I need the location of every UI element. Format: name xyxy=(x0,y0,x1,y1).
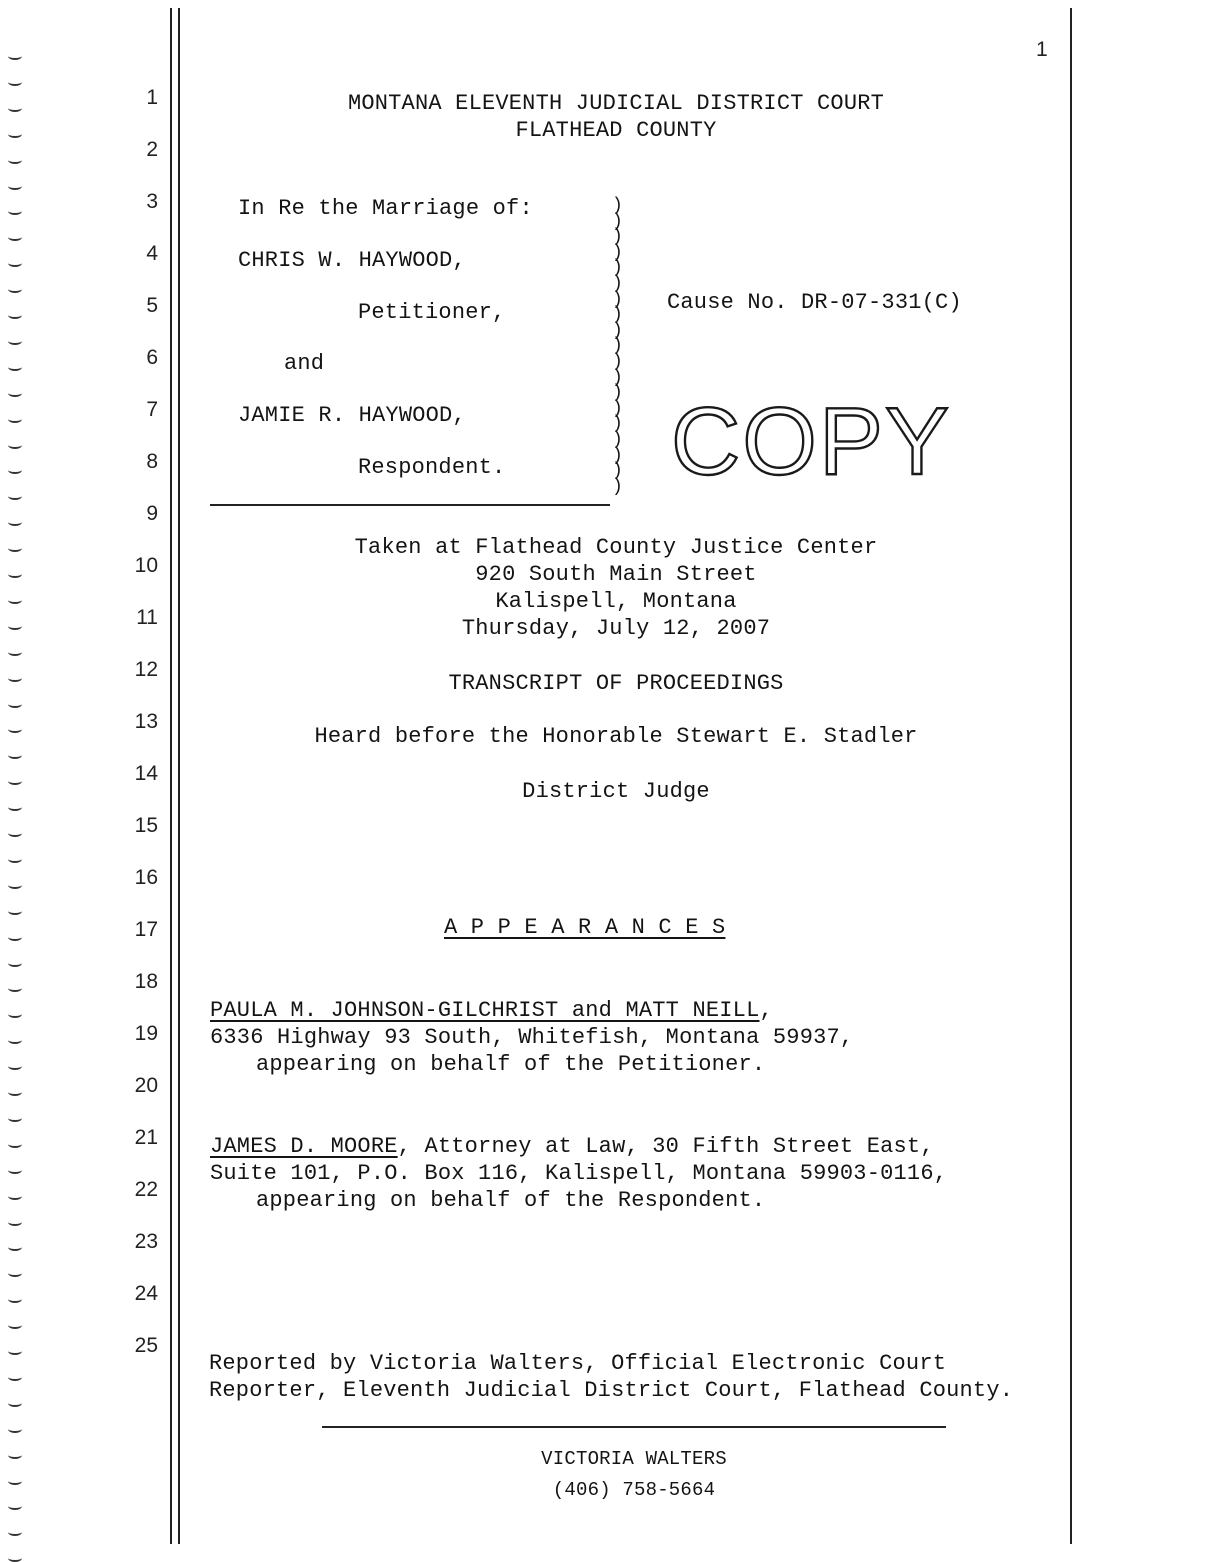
perforation-tick xyxy=(8,984,22,992)
perforation-tick xyxy=(8,207,22,215)
caption-respondent-role: Respondent. xyxy=(358,455,506,480)
perforation-tick xyxy=(8,1062,22,1070)
caption-paren: ) xyxy=(612,414,623,435)
perforation-tick xyxy=(8,907,22,915)
perforation-tick xyxy=(8,622,22,630)
county-name: FLATHEAD COUNTY xyxy=(515,118,717,143)
line-number: 18 xyxy=(134,970,158,993)
caption-paren: ) xyxy=(612,352,623,372)
perforation-tick xyxy=(8,1554,22,1562)
perforation-tick xyxy=(8,52,22,60)
perforation-tick xyxy=(8,1399,22,1407)
left-margin-rule-inner xyxy=(178,8,180,1544)
petitioner-counsel-address: 6336 Highway 93 South, Whitefish, Montana 59937, xyxy=(210,1025,854,1050)
line-number: 16 xyxy=(134,866,158,889)
caption-paren: ) xyxy=(612,242,623,263)
caption-petitioner-name: CHRIS W. HAYWOOD, xyxy=(238,248,466,273)
perforation-tick xyxy=(8,1502,22,1510)
caption-paren: ) xyxy=(612,336,623,357)
caption-paren: ) xyxy=(612,196,623,216)
copy-stamp-text: COPY xyxy=(670,388,952,495)
caption-paren: ) xyxy=(612,320,623,341)
copy-stamp xyxy=(670,388,952,495)
perforation-tick xyxy=(8,130,22,138)
perforation-tick xyxy=(8,156,22,164)
perforation-tick xyxy=(8,1010,22,1018)
perforation-tick xyxy=(8,803,22,811)
caption-paren: ) xyxy=(612,383,623,404)
perforation-tick xyxy=(8,1114,22,1122)
line-number: 19 xyxy=(134,1022,158,1045)
judge-title: District Judge xyxy=(522,779,710,804)
footer-rule xyxy=(322,1426,946,1428)
location-city: Kalispell, Montana xyxy=(495,589,737,614)
perforation-tick xyxy=(8,104,22,112)
petitioner-counsel-names: PAULA M. JOHNSON-GILCHRIST and MATT NEILL xyxy=(210,998,760,1023)
perforation-tick xyxy=(8,1166,22,1174)
caption-paren: ) xyxy=(612,430,623,450)
caption-in-re: In Re the Marriage of: xyxy=(238,196,533,221)
line-number: 4 xyxy=(146,242,158,265)
perforation-tick xyxy=(8,1218,22,1226)
perforation-tick xyxy=(8,933,22,941)
line-number: 8 xyxy=(146,450,158,473)
petitioner-counsel-behalf: appearing on behalf of the Petitioner. xyxy=(256,1052,766,1077)
hearing-date: Thursday, July 12, 2007 xyxy=(461,616,771,641)
reported-by-line-1: Reported by Victoria Walters, Official Electronic Court xyxy=(209,1351,947,1376)
footer-phone: (406) 758-5664 xyxy=(552,1479,716,1501)
perforation-tick xyxy=(8,648,22,656)
caption-paren: ) xyxy=(612,274,623,294)
caption-paren: ) xyxy=(612,289,623,310)
perforation-tick xyxy=(8,700,22,708)
perforation-tick xyxy=(8,1347,22,1355)
perforation-tick xyxy=(8,777,22,785)
caption-paren: ) xyxy=(612,367,623,388)
perforation-tick xyxy=(8,1036,22,1044)
perforation-tick xyxy=(8,441,22,449)
perforation-tick xyxy=(8,959,22,967)
caption-paren: ) xyxy=(612,476,623,497)
perforation-tick xyxy=(8,78,22,86)
line-number: 12 xyxy=(134,658,158,681)
line-number: 17 xyxy=(134,918,158,941)
perforation-tick xyxy=(8,751,22,759)
line-number: 9 xyxy=(146,502,158,525)
line-number: 15 xyxy=(134,814,158,837)
caption-underline xyxy=(210,504,610,506)
perforation-tick xyxy=(8,337,22,345)
perforation-tick xyxy=(8,1528,22,1536)
right-margin-rule xyxy=(1070,8,1072,1544)
perforation-tick xyxy=(8,311,22,319)
line-number: 23 xyxy=(134,1230,158,1253)
footer-reporter-name: VICTORIA WALTERS xyxy=(541,1448,727,1470)
court-name: MONTANA ELEVENTH JUDICIAL DISTRICT COURT xyxy=(347,91,885,116)
line-number: 25 xyxy=(134,1334,158,1357)
line-number: 7 xyxy=(146,398,158,421)
caption-paren: ) xyxy=(612,211,623,232)
caption-and: and xyxy=(284,351,325,376)
perforation-tick xyxy=(8,570,22,578)
perforation-tick xyxy=(8,518,22,526)
perforation-tick xyxy=(8,674,22,682)
document-title: TRANSCRIPT OF PROCEEDINGS xyxy=(448,671,784,696)
respondent-counsel-behalf: appearing on behalf of the Respondent. xyxy=(256,1188,766,1213)
line-number: 6 xyxy=(146,346,158,369)
perforation-tick xyxy=(8,881,22,889)
perforation-tick xyxy=(8,1243,22,1251)
line-number: 14 xyxy=(134,762,158,785)
perforation-tick xyxy=(8,725,22,733)
perforation-tick xyxy=(8,1269,22,1277)
perforation-tick xyxy=(8,855,22,863)
perforation-tick xyxy=(8,1373,22,1381)
perforation-tick xyxy=(8,466,22,474)
appearances-heading: A P P E A R A N C E S xyxy=(444,915,726,940)
line-number: 11 xyxy=(136,606,158,629)
perforation-tick xyxy=(8,285,22,293)
respondent-counsel-line-1 xyxy=(210,1134,934,1159)
perforation-tick xyxy=(8,1088,22,1096)
caption-paren: ) xyxy=(612,461,623,482)
line-number: 22 xyxy=(134,1178,158,1201)
reported-by-line-2: Reporter, Eleventh Judicial District Court, Flathead County. xyxy=(209,1378,1014,1403)
perforation-tick xyxy=(8,1295,22,1303)
respondent-counsel-name: JAMES D. MOORE xyxy=(210,1134,398,1159)
cause-number: Cause No. DR-07-331(C) xyxy=(667,290,962,315)
perforation-tick xyxy=(8,544,22,552)
location-line-1: Taken at Flathead County Justice Center xyxy=(354,535,878,560)
line-number: 13 xyxy=(134,710,158,733)
heard-before: Heard before the Honorable Stewart E. Stadler xyxy=(314,724,918,749)
line-number: 24 xyxy=(134,1282,158,1305)
line-number: 10 xyxy=(134,554,158,577)
perforation-tick xyxy=(8,389,22,397)
perforation-tick xyxy=(8,1477,22,1485)
respondent-counsel-address: Suite 101, P.O. Box 116, Kalispell, Montana 59903-0116, xyxy=(210,1161,948,1186)
perforation-tick xyxy=(8,1425,22,1433)
location-address: 920 South Main Street xyxy=(475,562,757,587)
perforation-tick xyxy=(8,829,22,837)
perforation-tick xyxy=(8,492,22,500)
caption-respondent-name: JAMIE R. HAYWOOD, xyxy=(238,403,466,428)
line-number: 21 xyxy=(134,1126,158,1149)
perforation-tick xyxy=(8,1192,22,1200)
caption-paren: ) xyxy=(612,305,623,326)
perforation-tick xyxy=(8,596,22,604)
petitioner-counsel-line-1: PAULA M. JOHNSON-GILCHRIST and MATT NEILL, xyxy=(210,998,773,1023)
caption-paren: ) xyxy=(612,258,623,279)
perforation-tick xyxy=(8,1451,22,1459)
perforation-tick xyxy=(8,233,22,241)
caption-paren: ) xyxy=(612,227,623,248)
line-number: 2 xyxy=(146,138,158,161)
perforation-tick xyxy=(8,1140,22,1148)
perforation-tick xyxy=(8,1321,22,1329)
line-number: 1 xyxy=(146,86,158,109)
perforation-tick xyxy=(8,182,22,190)
caption-paren: ) xyxy=(612,398,623,419)
caption-paren: ) xyxy=(612,445,623,466)
caption-petitioner-role: Petitioner, xyxy=(358,300,506,325)
perforation-tick xyxy=(8,415,22,423)
perforation-tick xyxy=(8,363,22,371)
left-margin-rule-outer xyxy=(170,8,172,1544)
page-number: 1 xyxy=(1036,38,1048,61)
respondent-counsel-firm: , Attorney at Law, 30 Fifth Street East, xyxy=(397,1134,934,1159)
perforation-tick xyxy=(8,259,22,267)
line-number: 3 xyxy=(146,190,158,213)
line-number: 5 xyxy=(146,294,158,317)
line-number: 20 xyxy=(134,1074,158,1097)
